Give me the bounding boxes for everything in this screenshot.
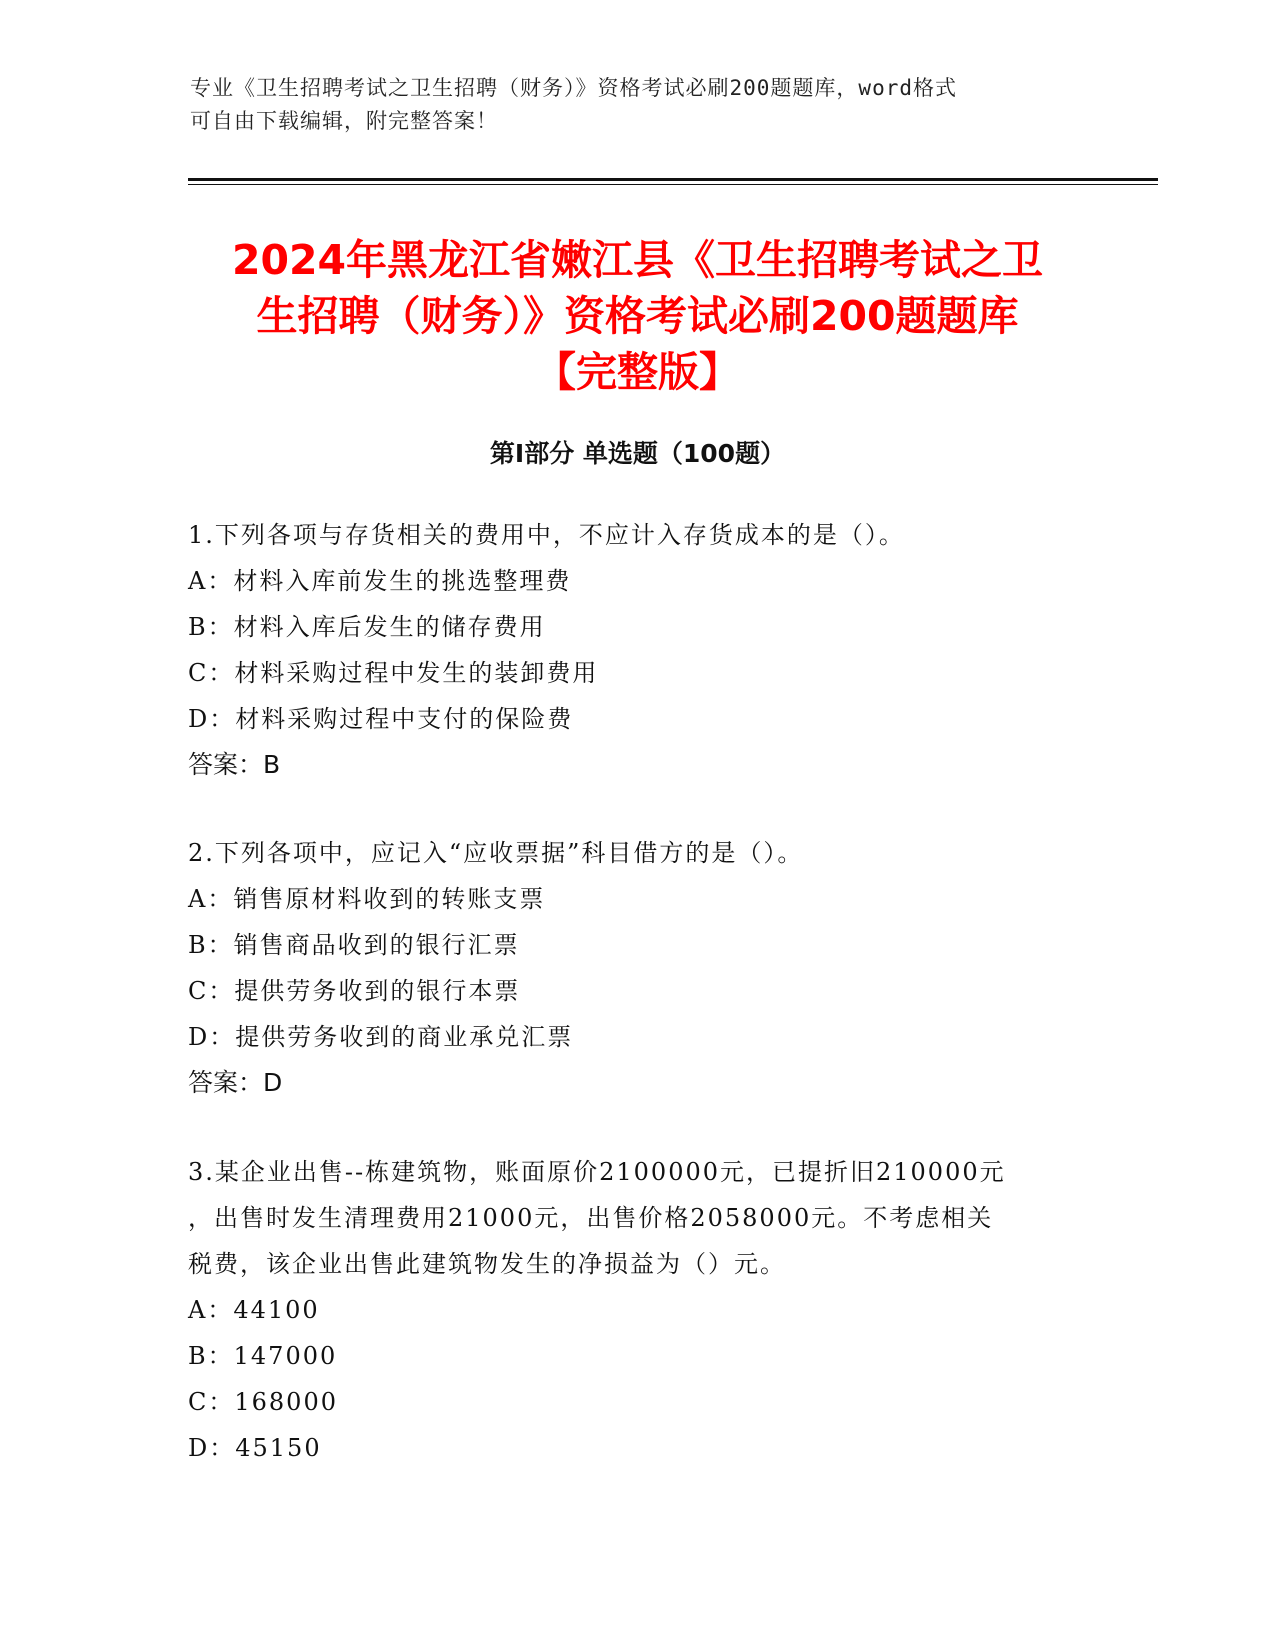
option-c: C：168000 <box>188 1388 338 1416</box>
question-stem: 1.下列各项与存货相关的费用中，不应计入存货成本的是（）。 <box>188 521 905 549</box>
option-c: C：材料采购过程中发生的装卸费用 <box>188 659 599 687</box>
document-title-line: 2024年黑龙江省嫩江县《卫生招聘考试之卫 <box>231 236 1044 284</box>
document-title <box>160 232 1115 400</box>
question-stem: ，出售时发生清理费用21000元，出售价格2058000元。不考虑相关 <box>188 1204 994 1232</box>
option-b: B：材料入库后发生的储存费用 <box>188 613 546 641</box>
option-a: A：材料入库前发生的挑选整理费 <box>188 567 572 595</box>
question-2 <box>188 830 1088 1106</box>
question-1 <box>188 512 1088 788</box>
option-d: D：45150 <box>188 1434 322 1462</box>
answer: 答案：B <box>188 750 281 779</box>
option-d: D：提供劳务收到的商业承兑汇票 <box>188 1023 574 1051</box>
question-stem: 2.下列各项中，应记入“应收票据”科目借方的是（）。 <box>188 839 804 867</box>
option-b: B：147000 <box>188 1342 338 1370</box>
document-title-line: 【完整版】 <box>535 348 740 396</box>
header-divider-thick <box>188 178 1158 181</box>
header-note-line: 可自由下载编辑，附完整答案！ <box>190 109 498 133</box>
answer: 答案：D <box>188 1068 283 1097</box>
question-stem: 3.某企业出售--栋建筑物，账面原价2100000元，已提折旧210000元 <box>188 1158 1006 1186</box>
section-heading: 第Ⅰ部分 单选题（100题） <box>489 439 786 468</box>
option-b: B：销售商品收到的银行汇票 <box>188 931 520 959</box>
document-title-line: 生招聘（财务）》资格考试必刷200题题库 <box>256 292 1019 340</box>
header-divider-thin <box>188 184 1158 185</box>
option-a: A：44100 <box>188 1296 320 1324</box>
question-stem: 税费，该企业出售此建筑物发生的净损益为（）元。 <box>188 1250 786 1278</box>
header-note <box>190 72 1090 138</box>
option-c: C：提供劳务收到的银行本票 <box>188 977 521 1005</box>
option-d: D：材料采购过程中支付的保险费 <box>188 705 574 733</box>
option-a: A：销售原材料收到的转账支票 <box>188 885 546 913</box>
header-note-line: 专业《卫生招聘考试之卫生招聘（财务）》资格考试必刷200题题库，word格式 <box>190 76 957 100</box>
question-3 <box>188 1149 1088 1471</box>
